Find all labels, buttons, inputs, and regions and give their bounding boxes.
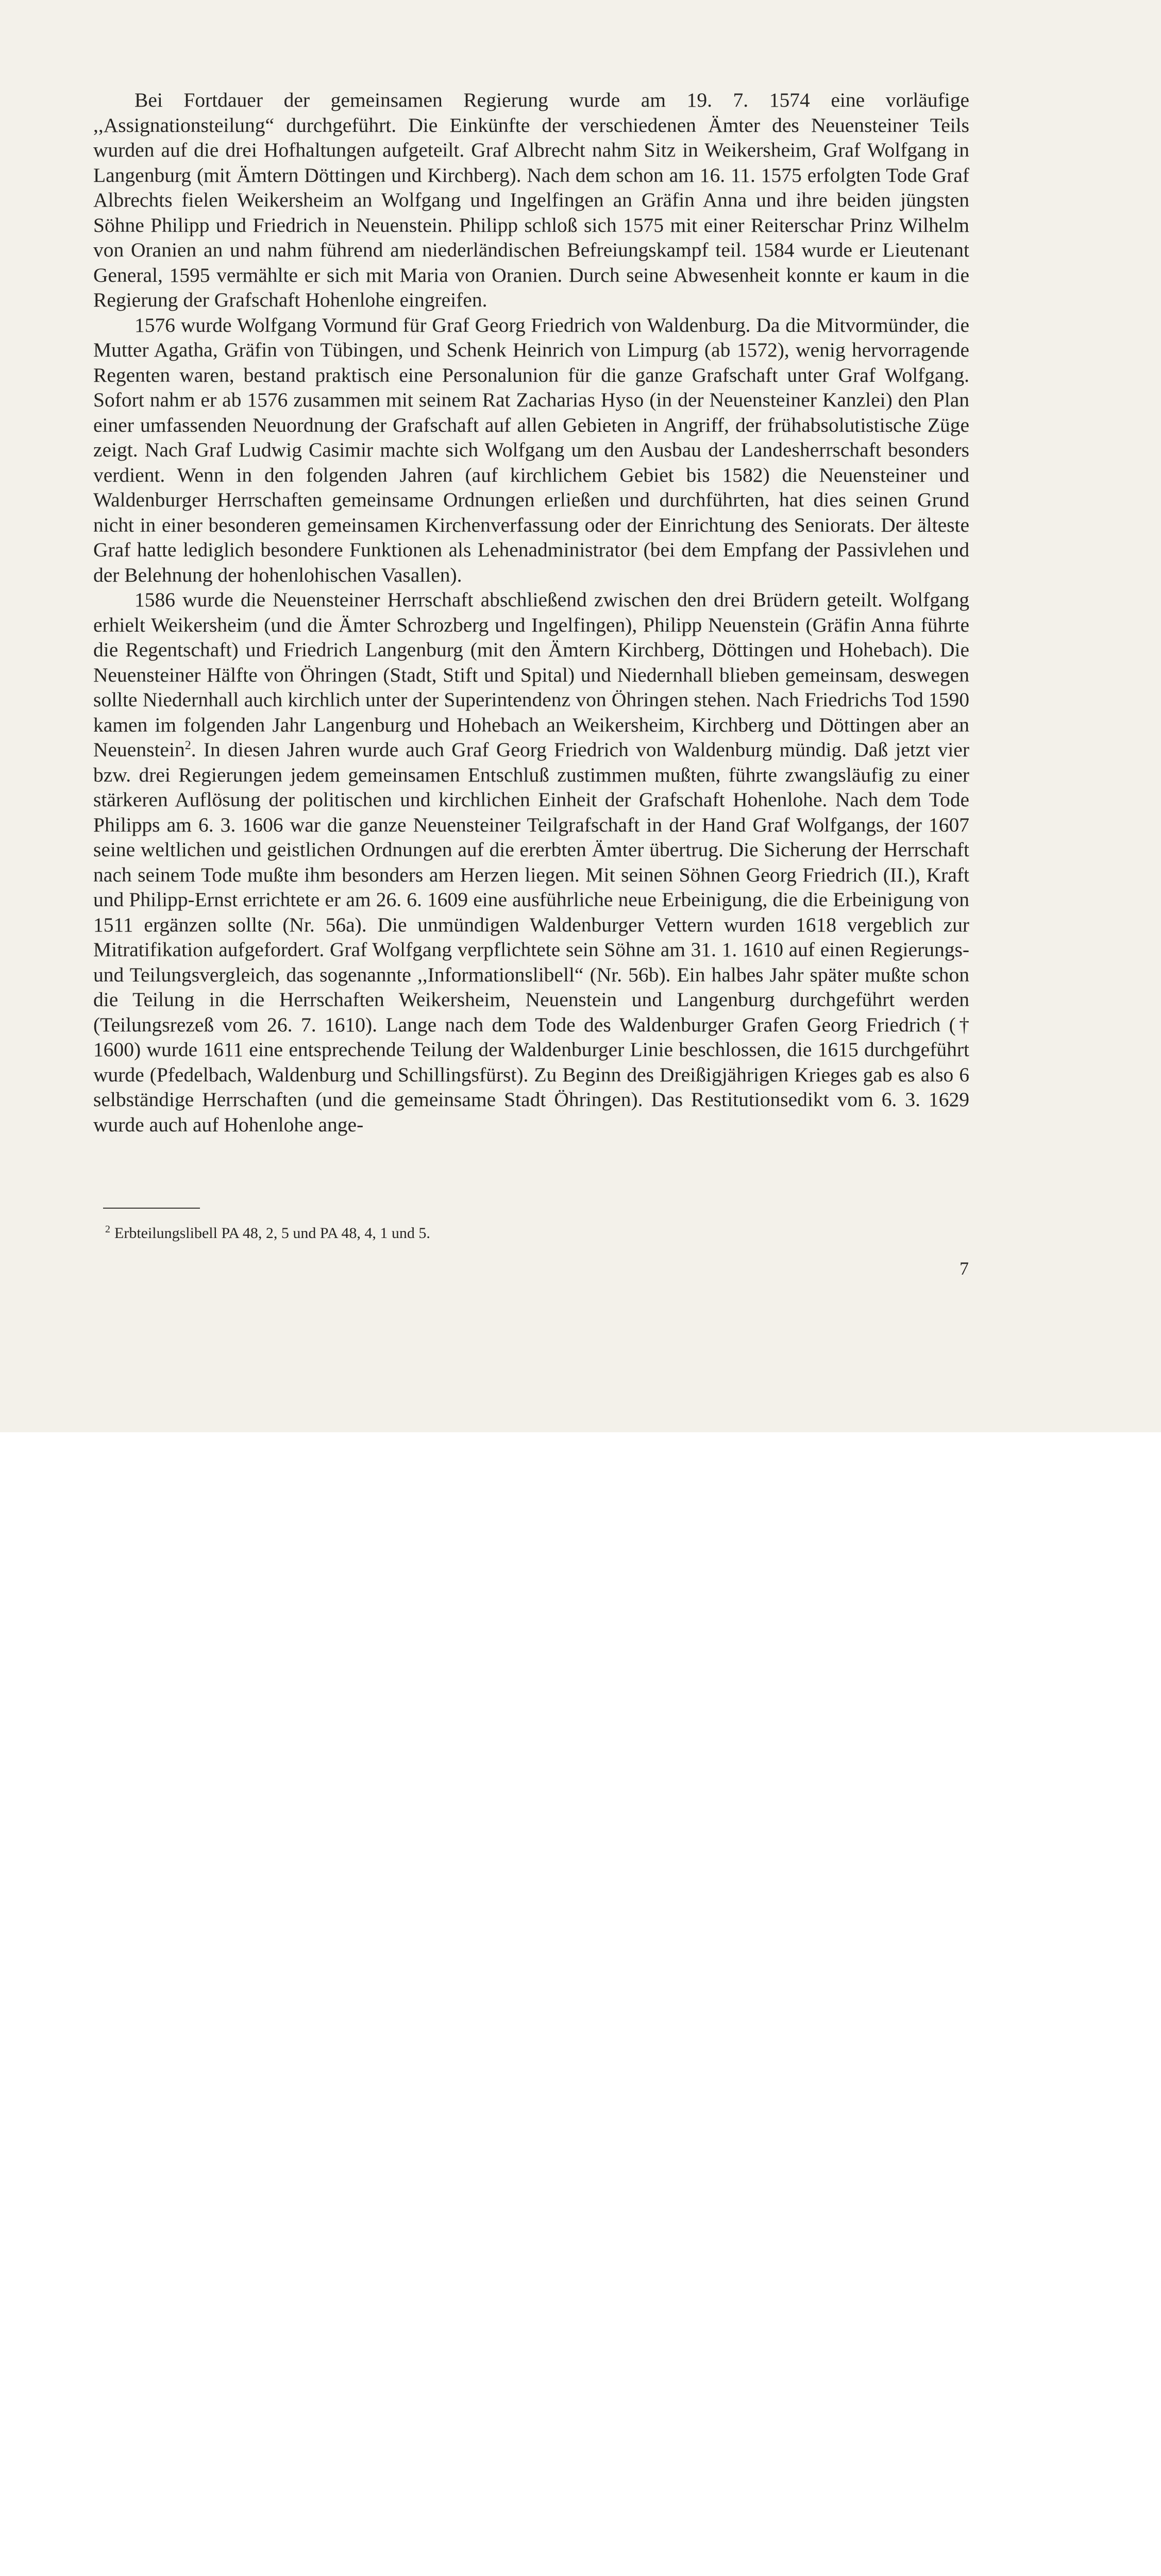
footer-bar bbox=[0, 1432, 1161, 1514]
paragraph-3-text-b: . In diesen Jahren wurde auch Graf Georg Friedrich von Waldenburg mündig. Daß jetzt vier bzw. drei Regierungen jedem gemeinsamen Entschluß zustimmen mußten, führte zwangsläufig zu einer stärkeren Auflösung der politischen und kirchlichen Einheit der Grafschaft Hohenlohe. Nach dem Tode Philipps am 6. 3. 1606 war die ganze Neuensteiner Teilgrafschaft in der Hand Graf Wolfgangs, der 1607 seine weltlichen und geistlichen Ordnungen auf die ererbten Ämter übertrug. Die Sicherung der Herrschaft nach seinem Tode mußte ihm besonders am Herzen liegen. Mit seinen Söhnen Georg Friedrich (II.), Kraft und Philipp-Ernst errichtete er am 26. 6. 1609 eine ausführliche neue Erbeinigung, die die Erbeinigung von 1511 ergänzen sollte (Nr. 56a). Die unmündigen Waldenburger Vettern wurden 1618 vergeblich zur Mitratifikation aufgefordert. Graf Wolfgang verpflichtete sein Söhne am 31. 1. 1610 auf einen Regierungs- und Teilungsvergleich, das sogenannte ,,Informationslibell“ (Nr. 56b). Ein halbes Jahr später mußte schon die Teilung in die Herrschaften Weikersheim, Neuenstein und Langenburg durchgeführt werden (Teilungsrezeß vom 26. 7. 1610). Lange nach dem Tode des Waldenburger Grafen Georg Friedrich († 1600) wurde 1611 eine entsprechende Teilung der Waldenburger Linie beschlossen, die 1615 durchgeführt wurde (Pfedelbach, Waldenburg und Schillingsfürst). Zu Beginn des Dreißigjährigen Krieges gab es also 6 selbständige Herrschaften (und die gemeinsame Stadt Öhringen). Das Restitutionsedikt vom 6. 3. 1629 wurde auch auf Hohenlohe ange- bbox=[93, 738, 969, 1136]
footnote-text: Erbteilungslibell PA 48, 2, 5 und PA 48, 4, 1 und 5. bbox=[114, 1225, 430, 1242]
paragraph-3-text-a: 1586 wurde die Neuensteiner Herrschaft abschließend zwischen den drei Brüdern geteilt. Wolfgang erhielt Weikersheim (und die Ämter Schrozberg und Ingelfingen), Philipp Neuenstein (Gräfin Anna führte die Regentschaft) und Friedrich Langenburg (mit den Ämtern Kirchberg, Döttingen und Hohebach). Die Neuensteiner Hälfte von Öhringen (Stadt, Stift und Spital) und Niedernhall blieben gemeinsam, deswegen sollte Niedernhall auch kirchlich unter der Superintendenz von Öhringen stehen. Nach Friedrichs Tod 1590 kamen im folgenden Jahr Langenburg und Hohebach an Weikersheim, Kirchberg und Döttingen aber an Neuenstein bbox=[93, 588, 969, 761]
paragraph-1: Bei Fortdauer der gemeinsamen Regierung wurde am 19. 7. 1574 eine vorläufige ,,Assignationsteilung“ durchgeführt. Die Einkünfte der verschiedenen Ämter des Neuensteiner Teils wurden auf die drei Hofhaltungen aufgeteilt. Graf Albrecht nahm Sitz in Weikersheim, Graf Wolfgang in Langenburg (mit Ämtern Döttingen und Kirchberg). Nach dem schon am 16. 11. 1575 erfolgten Tode Graf Albrechts fielen Weikersheim an Wolfgang und Ingelfingen an Gräfin Anna und ihre beiden jüngsten Söhne Philipp und Friedrich in Neuenstein. Philipp schloß sich 1575 mit einer Reiterschar Prinz Wilhelm von Oranien an und nahm führend am niederländischen Befreiungskampf teil. 1584 wurde er Lieutenant General, 1595 vermählte er sich mit Maria von Oranien. Durch seine Abwesenheit konnte er kaum in die Regierung der Grafschaft Hohenlohe eingreifen. bbox=[93, 89, 969, 311]
paragraph-2: 1576 wurde Wolfgang Vormund für Graf Georg Friedrich von Waldenburg. Da die Mitvormünder, die Mutter Agatha, Gräfin von Tübingen, und Schenk Heinrich von Limpurg (ab 1572), wenig hervorragende Regenten waren, bestand praktisch eine Personalunion für die ganze Grafschaft unter Graf Wolfgang. Sofort nahm er ab 1576 zusammen mit seinem Rat Zacharias Hyso (in der Neuensteiner Kanzlei) den Plan einer umfassenden Neuordnung der Grafschaft auf allen Gebieten in Angriff, der frühabsolutistische Züge zeigt. Nach Graf Ludwig Casimir machte sich Wolfgang um den Ausbau der Landesherrschaft besonders verdient. Wenn in den folgenden Jahren (auf kirchlichem Gebiet bis 1582) die Neuensteiner und Waldenburger Herrschaften gemeinsame Ordnungen erließen und durchführten, hat dies seinen Grund nicht in einer besonderen gemeinsamen Kirchenverfassung oder der Einrichtung des Seniorats. Der älteste Graf hatte lediglich besondere Funktionen als Lehenadministrator (bei dem Empfang der Passivlehen und der Belehnung der hohenlohischen Vasallen). bbox=[93, 313, 969, 586]
footnote-number: 2 bbox=[105, 1224, 110, 1235]
body-text bbox=[93, 88, 969, 1137]
footnote-reference: 2 bbox=[184, 738, 191, 752]
page-number: 7 bbox=[960, 1258, 969, 1279]
paragraph-3 bbox=[93, 587, 969, 1137]
footnote-divider bbox=[103, 1208, 200, 1209]
footnote bbox=[105, 1223, 930, 1244]
